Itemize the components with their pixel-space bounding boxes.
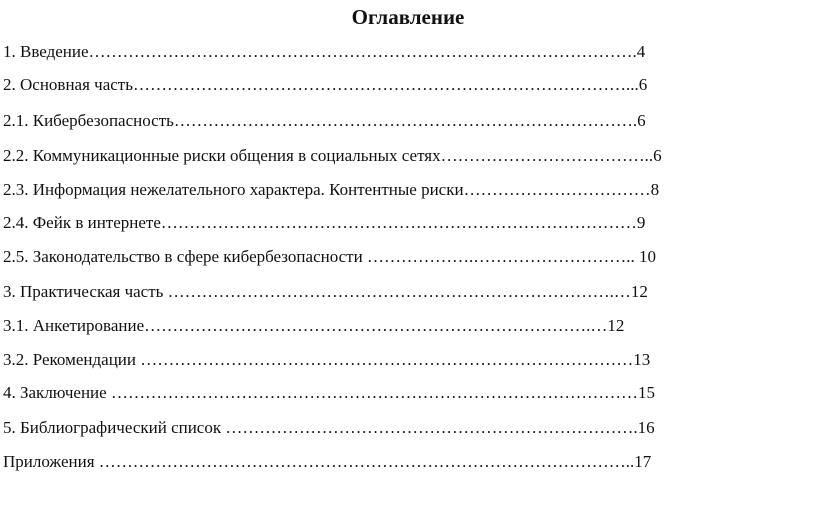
page-title: Оглавление [351,5,465,29]
toc-entry-introduction: 1. Введение…………………………………………………………………………………….4 [3,42,646,61]
toc-entry-content-risks: 2.3. Информация нежелательного характера. Контентные риски……………………………8 [3,180,660,199]
toc-entry-conclusion: 4. Заключение …………………………………………………………………………………15 [3,383,655,402]
toc-entry-appendices: Приложения …………………………………………………………………………………..17 [3,452,652,471]
toc-entry-bibliography: 5. Библиографический список ……………………………………………………………….16 [3,418,655,437]
toc-entry-fake-internet: 2.4. Фейк в интернете…………………………………………………………………………9 [3,213,646,232]
toc-entry-practical-part: 3. Практическая часть …………………………………………………………………….…12 [3,282,648,301]
toc-entry-main-part: 2. Основная часть……………………………………………………………………………...6 [3,75,648,94]
toc-entry-cybersecurity: 2.1. Кибербезопасность……………………………………………………………………….6 [3,111,646,130]
toc-entry-legislation: 2.5. Законодательство в сфере кибербезопасности ……………….……………………….. 10 [3,247,656,266]
toc-entry-survey: 3.1. Анкетирование…………………………………………………………………….…12 [3,316,625,335]
toc-entry-communication-risks: 2.2. Коммуникационные риски общения в социальных сетях………………………………..6 [3,146,662,165]
toc-entry-recommendations: 3.2. Рекомендации ……………………………………………………………………………13 [3,350,651,369]
